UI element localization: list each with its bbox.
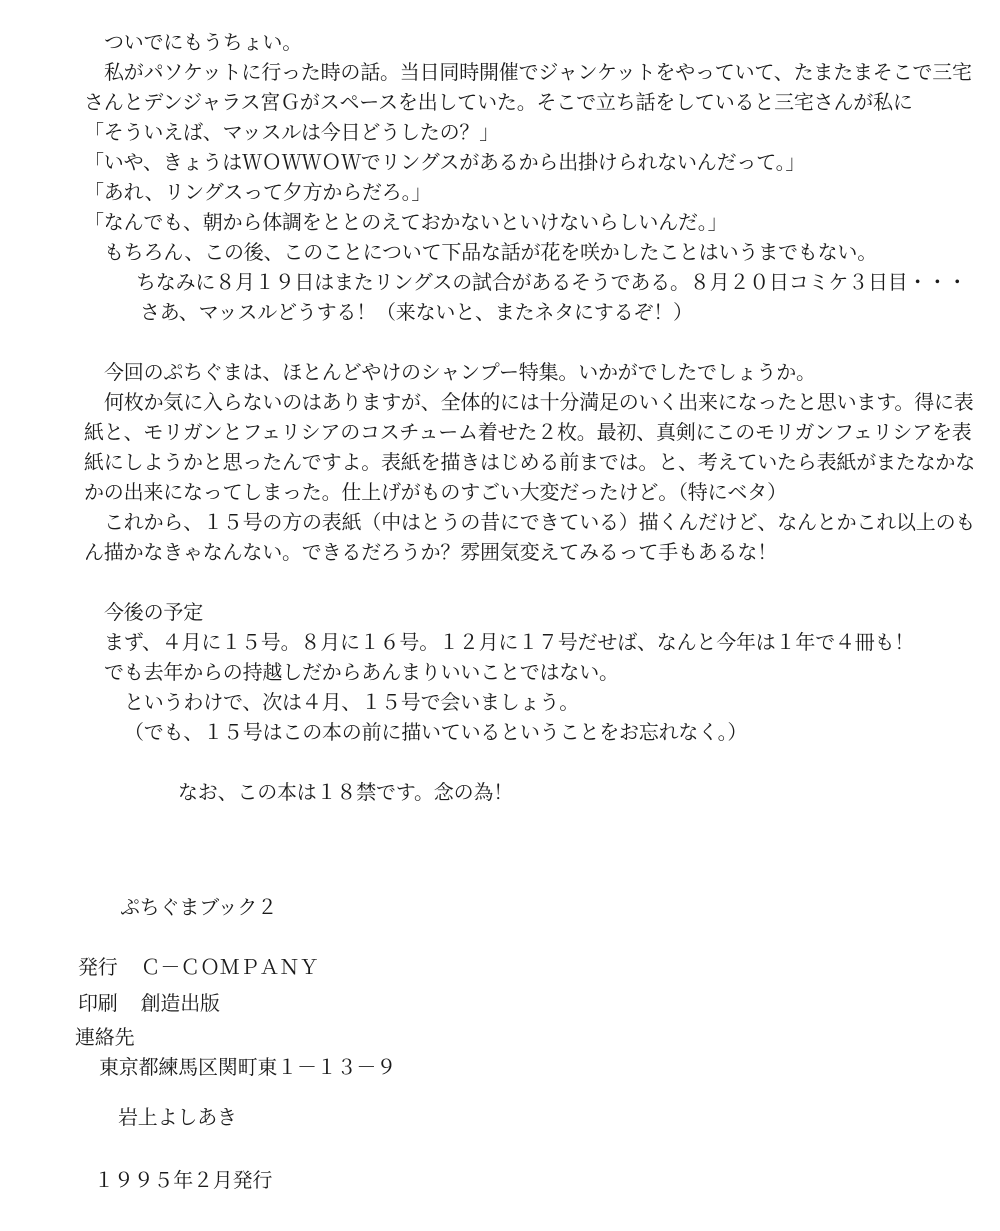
age-restriction-note: なお、この本は１８禁です。念の為！ [178, 782, 513, 804]
publisher-label: 発行 [78, 957, 118, 979]
printer-name: 創造出版 [140, 993, 220, 1015]
book-title: ぷちぐまブック２ [120, 897, 277, 919]
afterword-line: ちなみに８月１９日はまたリングスの試合があるそうである。８月２０日コミケ３日目・・・ [136, 272, 967, 294]
afterword-line: まず、４月に１５号。８月に１６号。１２月に１７号だせば、なんと今年は１年で４冊も！ [104, 632, 915, 654]
contact-address: 東京都練馬区関町東１－１３－９ [99, 1057, 396, 1079]
printer-label: 印刷 [78, 993, 118, 1015]
afterword-line: 紙にしようかと思ったんですよ。表紙を描きはじめる前までは。と、考えていたら表紙がまたなかな [84, 452, 975, 474]
afterword-line: でも去年からの持越しだからあんまりいいことではない。 [104, 662, 619, 684]
publication-date: １９９５年２月発行 [94, 1170, 273, 1192]
afterword-line: 何枚か気に入らないのはありますが、全体的には十分満足のいく出来になったと思います。得に表 [104, 392, 974, 414]
afterword-line: これから、１５号の方の表紙（中はとうの昔にできている）描くんだけど、なんとかこれ以上のも [104, 512, 976, 534]
afterword-line: 紙と、モリガンとフェリシアのコスチューム着せた２枚。最初、真剣にこのモリガンフェリシアを表 [84, 422, 972, 444]
dialogue-line: 「なんでも、朝から体調をととのえておかないといけないらしいんだ。」 [84, 212, 728, 234]
colophon [75, 893, 984, 1196]
dialogue-line: 「そういえば、マッスルは今日どうしたの？」 [84, 122, 499, 144]
afterword-line: （でも、１５号はこの本の前に描いているということをお忘れなく。） [124, 722, 748, 744]
afterword-line: もちろん、この後、このことについて下品な話が花を咲かしたことはいうまでもない。 [104, 242, 877, 264]
dialogue-line: 「いや、きょうはＷＯＷＷＯＷでリングスがあるから出掛けられないんだって。」 [84, 152, 806, 174]
afterword-line: ん描かなきゃなんない。できるだろうか？雰囲気変えてみるって手もあるな！ [84, 542, 777, 564]
afterword-line: さあ、マッスルどうする！（来ないと、またネタにするぞ！） [140, 302, 693, 324]
afterword-line: 今回のぷちぐまは、ほとんどやけのシャンプー特集。いかがでしたでしょうか。 [104, 362, 816, 384]
contact-label: 連絡先 [75, 1027, 135, 1049]
printer-line [78, 989, 984, 1019]
section-heading-future-plans: 今後の予定 [104, 602, 203, 624]
afterword-line: というわけで、次は４月、１５号で会いましょう。 [124, 692, 579, 714]
author-name: 岩上よしあき [118, 1107, 237, 1129]
dialogue-line: 「あれ、リングスって夕方からだろ。」 [84, 182, 432, 204]
publisher-name: Ｃ－ＣＯＭＰＡＮＹ [140, 957, 319, 979]
afterword-line: ついでにもうちょい。 [104, 32, 302, 54]
afterword-line: 私がパソケットに行った時の話。当日同時開催でジャンケットをやっていて、たまたまそこで三宅 [104, 62, 972, 84]
afterword-line: さんとデンジャラス宮Ｇがスペースを出していた。そこで立ち話をしていると三宅さんが私に [84, 92, 913, 114]
publisher-line [78, 953, 984, 983]
afterword-line: かの出来になってしまった。仕上げがものすごい大変だったけど。（特にベタ） [84, 482, 787, 504]
